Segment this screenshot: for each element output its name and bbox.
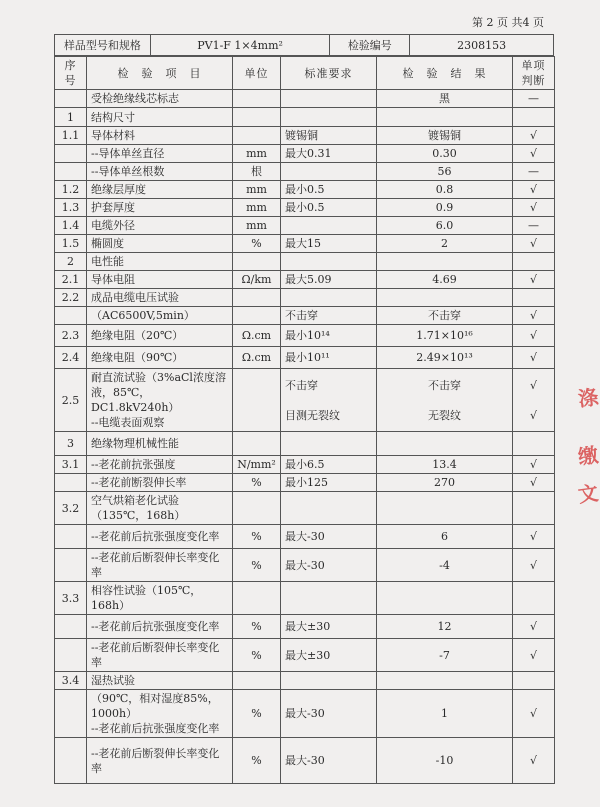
cell-no: 2.4 (55, 347, 87, 369)
cell-judge (513, 582, 555, 615)
cell-no: 2.5 (55, 369, 87, 432)
cell-result: -7 (377, 639, 513, 672)
cell-judge: √ (513, 738, 555, 784)
cell-item: 空气烘箱老化试验 （135℃，168h） (87, 492, 233, 525)
cell-unit: 根 (233, 163, 281, 181)
table-row (55, 217, 555, 235)
cell-no (55, 690, 87, 738)
cell-judge: √ (513, 235, 555, 253)
cell-item: --导体单丝直径 (87, 145, 233, 163)
table-header-row (55, 57, 555, 90)
cell-judge: √ (513, 456, 555, 474)
cell-judge: √ (513, 615, 555, 639)
table-row (55, 347, 555, 369)
cell-result: 1.71×10¹⁶ (377, 325, 513, 347)
cell-req: 最大0.31 (281, 145, 377, 163)
table-row (55, 639, 555, 672)
number-label: 检验编号 (330, 35, 410, 56)
cell-result: 270 (377, 474, 513, 492)
cell-unit (233, 253, 281, 271)
cell-judge: √ (513, 690, 555, 738)
cell-unit: % (233, 474, 281, 492)
cell-result: -10 (377, 738, 513, 784)
cell-result (377, 289, 513, 307)
cell-no (55, 738, 87, 784)
cell-req: 不击穿 (281, 307, 377, 325)
cell-no (55, 615, 87, 639)
cell-no (55, 145, 87, 163)
cell-item: 绝缘物理机械性能 (87, 432, 233, 456)
cell-result: 2 (377, 235, 513, 253)
table-row (55, 163, 555, 181)
cell-unit: % (233, 738, 281, 784)
page-number: 第 2 页 共4 页 (472, 16, 544, 29)
cell-item: 耐直流试验（3%aCl浓度溶液，85℃，DC1.8kV240h） --电缆表面观察 (87, 369, 233, 432)
table-row (55, 90, 555, 108)
cell-req: 最大±30 (281, 615, 377, 639)
cell-judge: √ (513, 549, 555, 582)
cell-judge: √ (513, 474, 555, 492)
cell-result: 不击穿 (377, 307, 513, 325)
cell-judge: √ (513, 639, 555, 672)
model-label: 样品型号和规格 (55, 35, 151, 56)
table-row (55, 672, 555, 690)
cell-item: 电缆外径 (87, 217, 233, 235)
cell-unit (233, 127, 281, 145)
cell-no (55, 307, 87, 325)
cell-unit (233, 307, 281, 325)
cell-no (55, 90, 87, 108)
cell-result (377, 253, 513, 271)
cell-item: （AC6500V,5min） (87, 307, 233, 325)
cell-no: 3.1 (55, 456, 87, 474)
cell-unit: Ω.cm (233, 325, 281, 347)
table-row (55, 456, 555, 474)
cell-result: 0.30 (377, 145, 513, 163)
col-header-judgement: 单项判断 (513, 57, 555, 90)
cell-result: 黑 (377, 90, 513, 108)
cell-item: （90℃，相对湿度85%，1000h） --老花前后抗张强度变化率 (87, 690, 233, 738)
col-header-result: 检 验 结 果 (377, 57, 513, 90)
cell-no: 3.3 (55, 582, 87, 615)
cell-unit (233, 582, 281, 615)
cell-req: 镀锡铜 (281, 127, 377, 145)
cell-result: 4.69 (377, 271, 513, 289)
cell-no: 1.3 (55, 199, 87, 217)
cell-result: 1 (377, 690, 513, 738)
cell-judge (513, 672, 555, 690)
cell-judge (513, 253, 555, 271)
col-header-item: 检 验 项 目 (87, 57, 233, 90)
cell-item: 电性能 (87, 253, 233, 271)
cell-no: 3 (55, 432, 87, 456)
cell-item: 绝缘电阻（90℃） (87, 347, 233, 369)
cell-no: 1.4 (55, 217, 87, 235)
cell-item: 相容性试验（105℃，168h） (87, 582, 233, 615)
cell-unit (233, 108, 281, 127)
cell-unit: % (233, 549, 281, 582)
cell-req: 最大-30 (281, 738, 377, 784)
cell-no (55, 639, 87, 672)
cell-judge: √ (513, 347, 555, 369)
table-row (55, 325, 555, 347)
cell-judge: √ (513, 307, 555, 325)
cell-req: 最小10¹¹ (281, 347, 377, 369)
table-row (55, 271, 555, 289)
table-row (55, 307, 555, 325)
cell-item: 受检绝缘线芯标志 (87, 90, 233, 108)
cell-item: --老花前后抗张强度变化率 (87, 525, 233, 549)
cell-req: 最小0.5 (281, 181, 377, 199)
cell-unit: % (233, 615, 281, 639)
cell-unit (233, 369, 281, 432)
col-header-requirement: 标准要求 (281, 57, 377, 90)
cell-item: 椭圆度 (87, 235, 233, 253)
cell-item: 护套厚度 (87, 199, 233, 217)
cell-result: 6.0 (377, 217, 513, 235)
cell-no: 1.1 (55, 127, 87, 145)
cell-result: -4 (377, 549, 513, 582)
cell-result (377, 108, 513, 127)
cell-no: 2.3 (55, 325, 87, 347)
test-results-table (54, 56, 555, 784)
cell-req: 最小6.5 (281, 456, 377, 474)
cell-judge: — (513, 90, 555, 108)
cell-judge: √ (513, 199, 555, 217)
cell-item: 导体材料 (87, 127, 233, 145)
cell-no (55, 549, 87, 582)
cell-result (377, 672, 513, 690)
cell-result: 12 (377, 615, 513, 639)
cell-judge (513, 492, 555, 525)
cell-unit: Ω.cm (233, 347, 281, 369)
cell-result: 6 (377, 525, 513, 549)
table-row (55, 369, 555, 432)
cell-unit: N/mm² (233, 456, 281, 474)
cell-result: 镀锡铜 (377, 127, 513, 145)
cell-no (55, 163, 87, 181)
cell-req: 最大15 (281, 235, 377, 253)
cell-judge: — (513, 163, 555, 181)
cell-judge: √ (513, 271, 555, 289)
cell-req (281, 217, 377, 235)
cell-unit: % (233, 639, 281, 672)
cell-judge: √ (513, 325, 555, 347)
cell-item: 湿热试验 (87, 672, 233, 690)
cell-item: 结构尺寸 (87, 108, 233, 127)
cell-judge: — (513, 217, 555, 235)
cell-judge: √ √ (513, 369, 555, 432)
cell-result: 2.49×10¹³ (377, 347, 513, 369)
col-header-no: 序号 (55, 57, 87, 90)
model-value: PV1-F 1×4mm² (150, 35, 330, 56)
cell-req (281, 432, 377, 456)
cell-req (281, 90, 377, 108)
table-row (55, 615, 555, 639)
cell-req (281, 163, 377, 181)
cell-no: 2.2 (55, 289, 87, 307)
table-row (55, 181, 555, 199)
table-row (55, 474, 555, 492)
table-row (55, 738, 555, 784)
cell-req: 不击穿 目测无裂纹 (281, 369, 377, 432)
table-row (55, 289, 555, 307)
cell-unit: % (233, 690, 281, 738)
red-stamp-char-1: 涤 (576, 384, 600, 412)
number-value: 2308153 (410, 35, 554, 56)
cell-unit: mm (233, 145, 281, 163)
table-row (55, 253, 555, 271)
cell-unit: Ω/km (233, 271, 281, 289)
cell-result (377, 582, 513, 615)
cell-req: 最小0.5 (281, 199, 377, 217)
table-row (55, 525, 555, 549)
cell-judge (513, 108, 555, 127)
cell-req (281, 582, 377, 615)
cell-req (281, 108, 377, 127)
cell-no: 1 (55, 108, 87, 127)
cell-judge: √ (513, 127, 555, 145)
cell-unit: % (233, 235, 281, 253)
cell-result: 0.8 (377, 181, 513, 199)
cell-req: 最大-30 (281, 525, 377, 549)
cell-no: 3.2 (55, 492, 87, 525)
table-row (55, 235, 555, 253)
sample-header-table (54, 34, 554, 56)
red-stamp-char-3: 文 (576, 480, 600, 508)
cell-no: 2.1 (55, 271, 87, 289)
cell-item: --老花前后断裂伸长率变化率 (87, 738, 233, 784)
cell-req: 最大-30 (281, 549, 377, 582)
cell-item: 导体电阻 (87, 271, 233, 289)
cell-judge: √ (513, 525, 555, 549)
cell-item: 绝缘电阻（20℃） (87, 325, 233, 347)
cell-result: 0.9 (377, 199, 513, 217)
cell-judge (513, 289, 555, 307)
cell-no: 1.5 (55, 235, 87, 253)
cell-result: 不击穿 无裂纹 (377, 369, 513, 432)
cell-no: 3.4 (55, 672, 87, 690)
cell-req: 最大-30 (281, 690, 377, 738)
cell-item: 绝缘层厚度 (87, 181, 233, 199)
cell-unit: mm (233, 217, 281, 235)
cell-item: --老花前后抗张强度变化率 (87, 615, 233, 639)
cell-req: 最大5.09 (281, 271, 377, 289)
table-row (55, 492, 555, 525)
cell-req (281, 253, 377, 271)
table-row (55, 690, 555, 738)
table-row (55, 582, 555, 615)
cell-req (281, 492, 377, 525)
cell-req (281, 672, 377, 690)
cell-unit: % (233, 525, 281, 549)
cell-item: --老花前断裂伸长率 (87, 474, 233, 492)
cell-req (281, 289, 377, 307)
cell-req: 最大±30 (281, 639, 377, 672)
cell-unit: mm (233, 181, 281, 199)
cell-item: 成品电缆电压试验 (87, 289, 233, 307)
table-row (55, 549, 555, 582)
cell-req: 最小10¹⁴ (281, 325, 377, 347)
table-row (55, 127, 555, 145)
cell-judge: √ (513, 145, 555, 163)
cell-judge: √ (513, 181, 555, 199)
cell-judge (513, 432, 555, 456)
cell-result: 13.4 (377, 456, 513, 474)
table-row (55, 199, 555, 217)
table-row (55, 108, 555, 127)
cell-unit (233, 289, 281, 307)
cell-unit: mm (233, 199, 281, 217)
cell-unit (233, 672, 281, 690)
cell-unit (233, 90, 281, 108)
table-row (55, 432, 555, 456)
red-stamp-char-2: 缴 (576, 442, 600, 470)
cell-item: --老花前后断裂伸长率变化率 (87, 639, 233, 672)
cell-no: 2 (55, 253, 87, 271)
cell-item: --老花前后断裂伸长率变化率 (87, 549, 233, 582)
cell-req: 最小125 (281, 474, 377, 492)
col-header-unit: 单位 (233, 57, 281, 90)
cell-result (377, 492, 513, 525)
table-row (55, 145, 555, 163)
cell-result (377, 432, 513, 456)
cell-no (55, 474, 87, 492)
cell-no: 1.2 (55, 181, 87, 199)
cell-item: --老花前抗张强度 (87, 456, 233, 474)
cell-no (55, 525, 87, 549)
cell-result: 56 (377, 163, 513, 181)
cell-unit (233, 432, 281, 456)
cell-item: --导体单丝根数 (87, 163, 233, 181)
cell-unit (233, 492, 281, 525)
